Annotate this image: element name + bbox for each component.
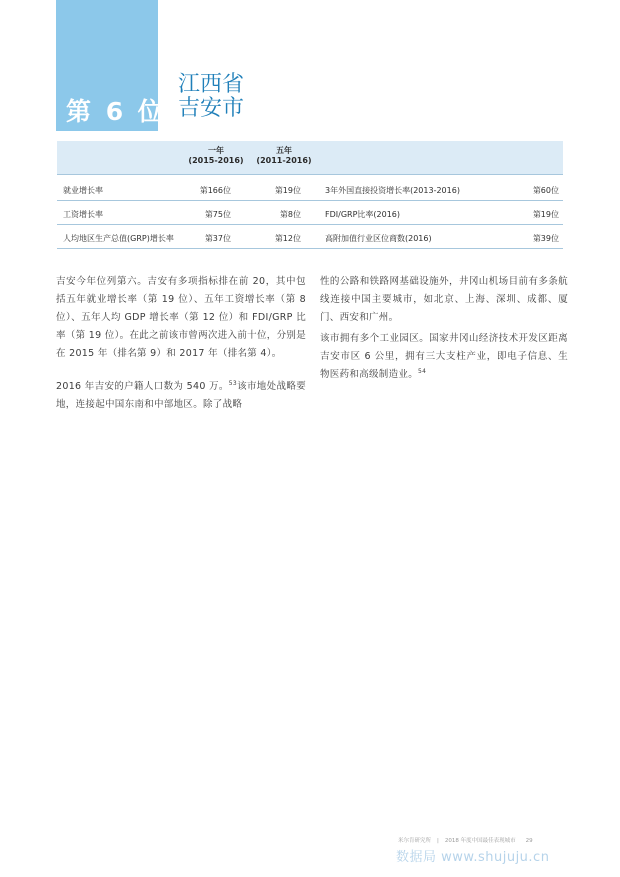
indicator-name-2: 高附加值行业区位商数(2016) (325, 234, 432, 243)
rank-one-year: 第166位 (199, 186, 231, 195)
page-number: 29 (525, 838, 533, 844)
page-footer: 米尔肯研究所 | 2018 年度中国最佳表现城市 29 (398, 838, 533, 844)
header-one-year: 一年 (2015-2016) (188, 146, 244, 165)
rank-one-year: 第37位 (204, 234, 231, 243)
ranking-table (57, 141, 563, 249)
table-row (57, 226, 563, 249)
body-paragraph: 吉安今年位列第六。吉安有多项指标排在前 20，其中包括五年就业增长率（第 19 位）、五年工资增长率（第 8 位）、五年人均 GDP 增长率（第 12 位）和 FDI/GRP 比率（第 19 位）。在此之前该市曾两次进入前十位，分别是在 2015 年（排名第 9）和 2017 年（排名第 4）。 (56, 276, 306, 359)
indicator-name: 人均地区生产总值(GRP)增长率 (63, 234, 174, 243)
rank-value: 第19位 (532, 210, 559, 219)
watermark: 数据局 www.shujuju.cn (396, 850, 550, 865)
indicator-name-2: 3年外国直接投资增长率(2013-2016) (325, 186, 460, 195)
header-five-year: 五年 (2011-2016) (256, 146, 312, 165)
footer-publisher: 米尔肯研究所 (398, 838, 432, 844)
table-row (57, 202, 563, 225)
province-name: 江西省 (178, 72, 245, 97)
rank-five-year: 第8位 (279, 210, 301, 219)
footnote-ref[interactable]: 53 (228, 379, 238, 387)
rank-label: 第 6 位 (66, 97, 166, 126)
rank-five-year: 第19位 (274, 186, 301, 195)
rank-one-year: 第75位 (204, 210, 231, 219)
table-row (57, 178, 563, 201)
rank-five-year: 第12位 (274, 234, 301, 243)
body-paragraph: 性的公路和铁路网基础设施外，井冈山机场目前有多条航线连接中国主要城市，如北京、上海、深圳、成都、厦门、西安和广州。 (320, 276, 568, 323)
indicator-name-2: FDI/GRP比率(2016) (325, 210, 400, 219)
indicator-name: 工资增长率 (63, 210, 103, 219)
footer-title: 2018 年度中国最佳表现城市 (444, 838, 516, 844)
rank-value: 第39位 (532, 234, 559, 243)
body-paragraph: 该市拥有多个工业园区。国家井冈山经济技术开发区距离吉安市区 6 公里，拥有三大支柱产业，即电子信息、生物医药和高级制造业。$^{54}$ (320, 333, 568, 380)
city-name: 吉安市 (178, 96, 245, 121)
footnote-ref[interactable]: 54 (418, 367, 427, 375)
body-paragraph: 2016 年吉安的户籍人口数为 540 万。$^{53}$该市地处战略要地，连接起中国东南和中部地区。除了战略 (56, 379, 307, 410)
city-title (178, 73, 244, 121)
indicator-name: 就业增长率 (63, 186, 103, 195)
rank-value: 第60位 (532, 186, 559, 195)
table-header (57, 141, 563, 175)
